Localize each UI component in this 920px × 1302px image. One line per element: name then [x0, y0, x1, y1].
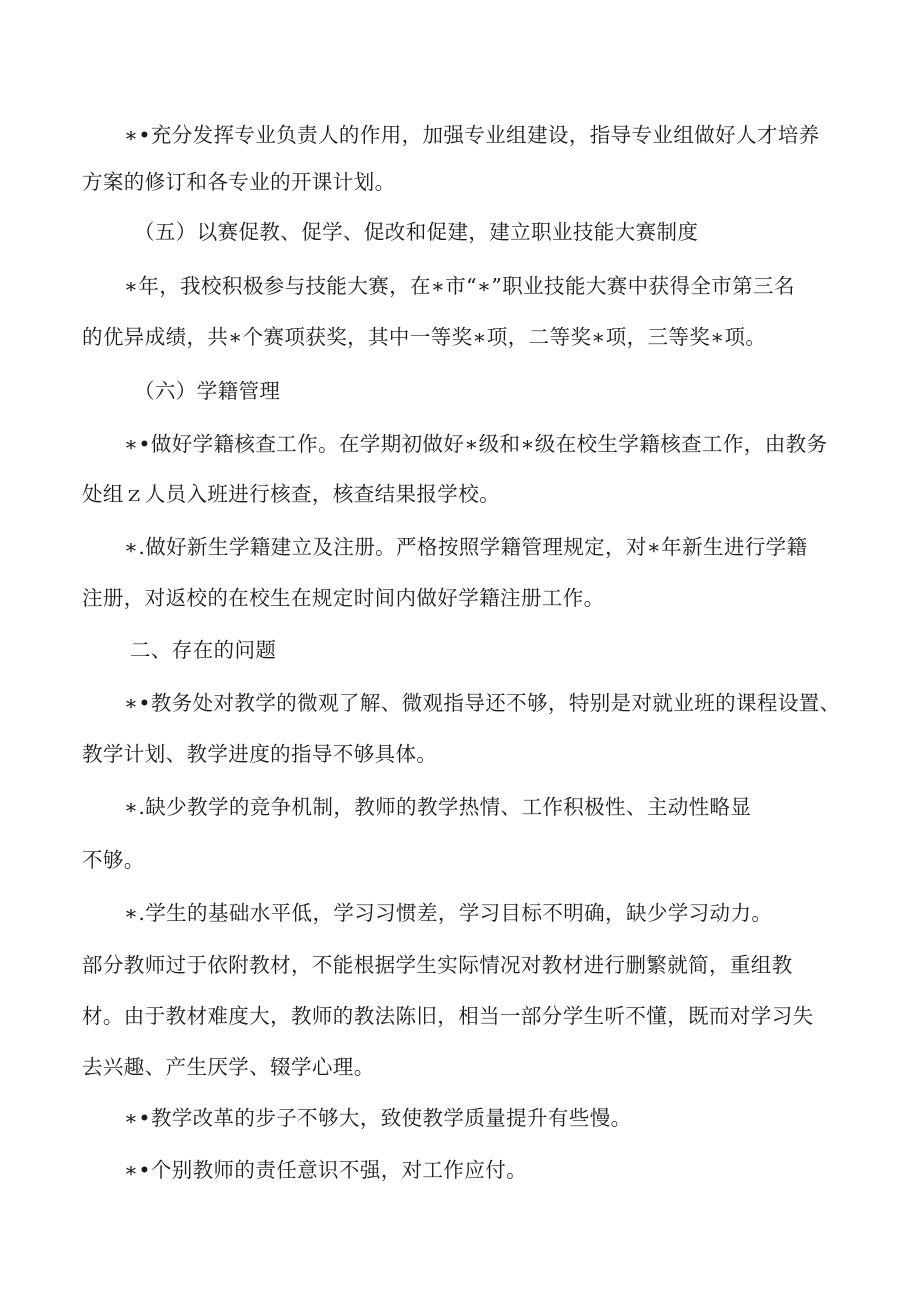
- paragraph-line: ∗.缺少教学的竞争机制，教师的教学热情、工作积极性、主动性略显: [124, 795, 752, 819]
- paragraph-line: ∗.学生的基础水平低，学习习惯差，学习目标不明确，缺少学习动力。: [124, 901, 773, 925]
- paragraph-line: ∗•教学改革的步子不够大，致使教学质量提升有些慢。: [124, 1106, 632, 1130]
- paragraph-line: 注册，对返校的在校生在规定时间内做好学籍注册工作。: [82, 586, 605, 610]
- paragraph-line: 部分教师过于依附教材，不能根据学生实际情况对教材进行删繁就简，重组教: [82, 953, 793, 977]
- paragraph-line: ∗•教务处对教学的微观了解、微观指导还不够，特别是对就业班的课程设置、: [124, 691, 841, 715]
- paragraph-line: 处组ｚ人员入班进行核查，核查结果报学校。: [82, 482, 500, 506]
- paragraph-line: ∗•做好学籍核查工作。在学期初做好∗级和∗级在校生学籍核查工作，由教务: [124, 432, 828, 456]
- section-heading: （五）以赛促教、促学、促改和促建，建立职业技能大赛制度: [134, 220, 699, 244]
- paragraph-line: 材。由于教材难度大，教师的教法陈旧，相当一部分学生听不懂，既而对学习失: [82, 1004, 814, 1028]
- paragraph-line: 不够。: [82, 848, 145, 872]
- section-heading: （六）学籍管理: [134, 379, 281, 403]
- paragraph-line: 的优异成绩，共∗个赛项获奖，其中一等奖∗项，二等奖∗项，三等奖∗项。: [82, 325, 767, 349]
- paragraph-line: ∗年，我校积极参与技能大赛，在∗市“∗”职业技能大赛中获得全市第三名: [124, 274, 795, 298]
- section-heading: 二、存在的问题: [130, 638, 277, 662]
- paragraph-line: 教学计划、教学进度的指导不够具体。: [82, 742, 438, 766]
- paragraph-line: 方案的修订和各专业的开课计划。: [82, 170, 396, 194]
- paragraph-line: ∗.做好新生学籍建立及注册。严格按照学籍管理规定，对∗年新生进行学籍: [124, 535, 808, 559]
- paragraph-line: ∗•个别教师的责任意识不强，对工作应付。: [124, 1158, 528, 1182]
- paragraph-line: 去兴趣、产生厌学、辍学心理。: [82, 1055, 375, 1079]
- paragraph-line: ∗•充分发挥专业负责人的作用，加强专业组建设，指导专业组做好人才培养: [124, 123, 820, 147]
